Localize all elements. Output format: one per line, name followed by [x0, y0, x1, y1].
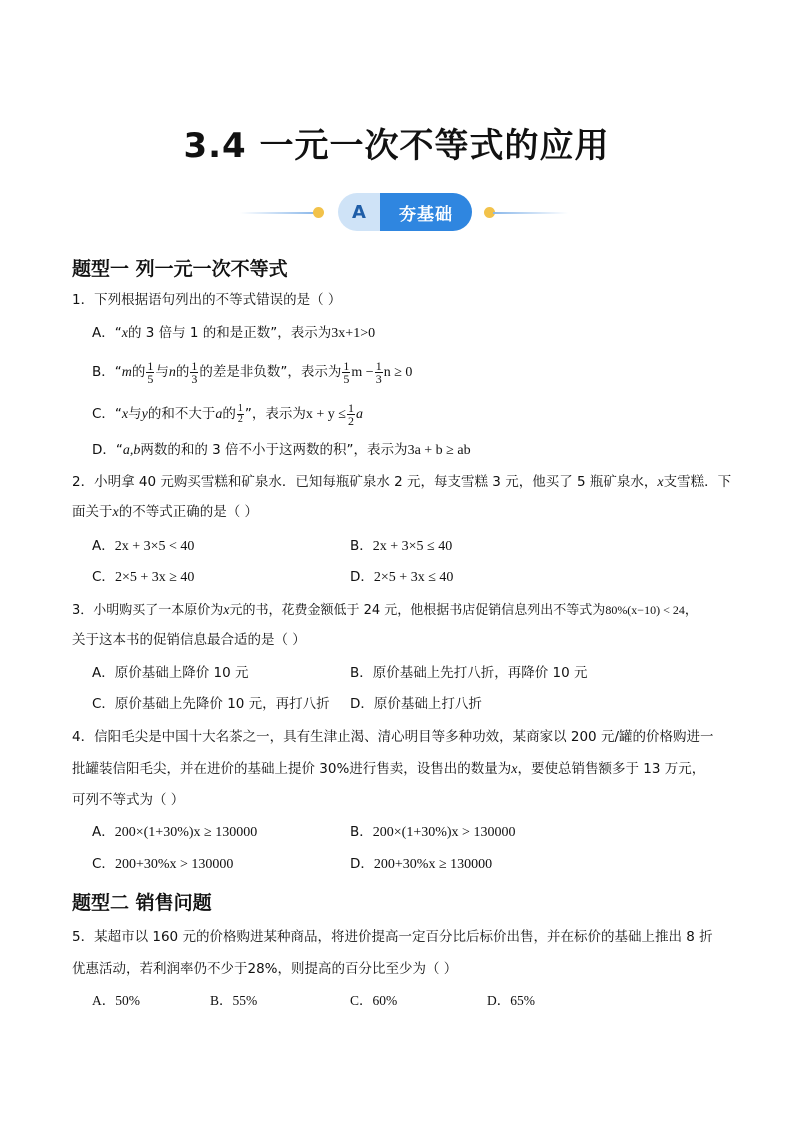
question-5-option-b: B．55% [210, 993, 258, 1008]
math-expression: n ≥ 0 [383, 365, 413, 380]
question-4-stem-line-2 [72, 759, 705, 780]
question-2-option-b [350, 536, 452, 557]
option-label: A． [92, 824, 115, 840]
option-text: 的和不大于 [147, 406, 216, 422]
math-expression: 200×(1+30%)x > 130000 [372, 825, 516, 840]
option-label: D．“ [92, 442, 123, 458]
math-expression: 80%(x−10) < 24 [605, 603, 685, 617]
level-badge-row [0, 193, 793, 231]
math-expression: 2×5 + 3x ≤ 40 [373, 570, 454, 585]
stem-text: 面关于 [72, 504, 113, 520]
question-4-option-c [92, 854, 233, 875]
decorative-dot-left [313, 207, 324, 218]
question-1-option-b [92, 358, 412, 387]
option-label: B．“ [92, 364, 122, 380]
fraction-numerator: 1 [343, 358, 350, 373]
question-5-stem-line-1: 5．某超市以 160 元的价格购进某种商品，将进价提高一定百分比后标价出售，并在标价的基础上推出 8 折 [72, 929, 713, 945]
stem-text: 支雪糕．下 [663, 474, 732, 490]
question-4-stem-line-3: 可列不等式为（ ） [72, 792, 185, 808]
question-4-option-b [350, 822, 515, 843]
option-text: 的 [175, 364, 190, 380]
fraction [342, 360, 350, 385]
variable: x [223, 603, 230, 618]
fraction-denominator: 3 [191, 371, 198, 386]
variable: x [511, 762, 518, 777]
question-1-option-d [92, 440, 471, 461]
question-2-option-a [92, 536, 194, 557]
option-text: 的 [131, 364, 146, 380]
variable: a [355, 407, 363, 422]
option-text: 的差是非负数”，表示为 [199, 364, 342, 380]
option-text: ”，表示为 [244, 406, 306, 422]
question-3-stem-line-2: 关于这本书的促销信息最合适的是（ ） [72, 632, 306, 648]
math-expression: m − [351, 365, 374, 380]
variable: a [215, 407, 223, 422]
option-text: 的 3 倍与 1 的和是正数”，表示为 [127, 325, 332, 341]
level-badge-name: 夯基础 [380, 193, 472, 231]
fraction [375, 360, 383, 385]
fraction [190, 360, 198, 385]
variable: x [121, 326, 128, 341]
option-text: 与 [128, 406, 142, 422]
fraction-denominator: 5 [343, 371, 350, 386]
level-badge [338, 193, 472, 231]
fraction-denominator: 3 [375, 371, 382, 386]
variable: a,b [122, 443, 141, 458]
option-label: A．“ [92, 325, 122, 341]
math-expression: 2×5 + 3x ≥ 40 [114, 570, 195, 585]
variable: x [121, 407, 129, 422]
option-label: D． [350, 856, 374, 872]
math-expression: 200+30%x ≥ 130000 [373, 857, 493, 872]
stem-text: 2．小明拿 40 元购买雪糕和矿泉水．已知每瓶矿泉水 2 元，每支雪糕 3 元，他买了 5 瓶矿泉水， [72, 474, 658, 490]
question-2-option-d [350, 567, 453, 588]
variable: n [168, 365, 176, 380]
question-3-stem-line-1 [72, 600, 698, 621]
question-5-stem-line-2: 优惠活动，若利润率仍不少于28%，则提高的百分比至少为（ ） [72, 961, 458, 977]
question-3-option-c: C．原价基础上先降价 10 元，再打八折 [92, 696, 330, 712]
fraction [146, 360, 154, 385]
question-4-option-d [350, 854, 492, 875]
question-4-option-a [92, 822, 257, 843]
fraction [347, 402, 355, 427]
fraction [237, 404, 244, 425]
fraction-numerator: 1 [347, 400, 354, 415]
math-expression: 200×(1+30%)x ≥ 130000 [114, 825, 258, 840]
variable: y [141, 407, 148, 422]
question-2-option-c [92, 567, 194, 588]
option-text: 与 [155, 364, 169, 380]
option-label: C． [92, 569, 115, 585]
question-3-option-a: A．原价基础上降价 10 元 [92, 665, 249, 681]
option-label: B． [350, 824, 373, 840]
question-3-option-b: B．原价基础上先打八折，再降价 10 元 [350, 665, 588, 681]
fraction-numerator: 1 [147, 358, 154, 373]
stem-text: 元的书，花费金额低于 24 元，他根据书店促销信息列出不等式为 [229, 603, 606, 618]
section-heading-2: 题型二 销售问题 [72, 892, 212, 914]
question-1-stem: 1．下列根据语句列出的不等式错误的是（ ） [72, 292, 342, 308]
option-label: C． [92, 856, 115, 872]
math-expression: 2x + 3×5 < 40 [114, 539, 195, 554]
option-text: 两数的和的 3 倍不小于这两数的积”，表示为 [140, 442, 408, 458]
math-expression: x + y ≤ [305, 407, 346, 422]
question-2-stem-line-1 [72, 472, 731, 493]
question-5-option-c: C．60% [350, 993, 398, 1008]
option-label: C．“ [92, 406, 122, 422]
question-4-stem-line-1: 4．信阳毛尖是中国十大名茶之一，具有生津止渴、清心明目等多种功效，某商家以 200 元/罐的价格购进一 [72, 729, 714, 745]
fraction-numerator: 1 [375, 358, 382, 373]
math-expression: 3a + b ≥ ab [407, 443, 471, 458]
question-5-option-d: D．65% [487, 993, 535, 1008]
option-label: A． [92, 538, 115, 554]
question-5-option-a: A．50% [92, 993, 140, 1008]
stem-text: ，要使总销售额多于 13 万元， [517, 761, 706, 777]
variable: x [657, 475, 664, 490]
fraction-denominator: 2 [347, 413, 354, 428]
option-label: B． [350, 538, 373, 554]
question-1-option-a [92, 323, 375, 344]
level-badge-letter: A [338, 193, 380, 231]
fraction-numerator: 1 [191, 358, 198, 373]
fraction-numerator: 1 [237, 402, 243, 414]
fraction-denominator: 2 [237, 413, 243, 425]
option-text: 的 [222, 406, 236, 422]
decorative-line-left [240, 212, 315, 214]
question-3-option-d: D．原价基础上打八折 [350, 696, 482, 712]
decorative-line-right [493, 212, 568, 214]
section-heading-1: 题型一 列一元一次不等式 [72, 258, 288, 280]
question-1-option-c [92, 400, 363, 429]
fraction-denominator: 5 [147, 371, 154, 386]
math-expression: 2x + 3×5 ≤ 40 [372, 539, 453, 554]
question-2-stem-line-2 [72, 502, 258, 523]
page-title: 3.4 一元一次不等式的应用 [183, 126, 610, 166]
stem-text: 3．小明购买了一本原价为 [72, 603, 224, 618]
option-label: D． [350, 569, 374, 585]
stem-text: ， [684, 603, 698, 618]
math-expression: 200+30%x > 130000 [114, 857, 234, 872]
stem-text: 的不等式正确的是（ ） [118, 504, 259, 520]
variable: m [121, 365, 132, 380]
math-expression: 3x+1>0 [331, 326, 376, 341]
stem-text: 批罐装信阳毛尖，并在进价的基础上提价 30%进行售卖，设售出的数量为 [72, 761, 512, 777]
variable: x [112, 505, 119, 520]
